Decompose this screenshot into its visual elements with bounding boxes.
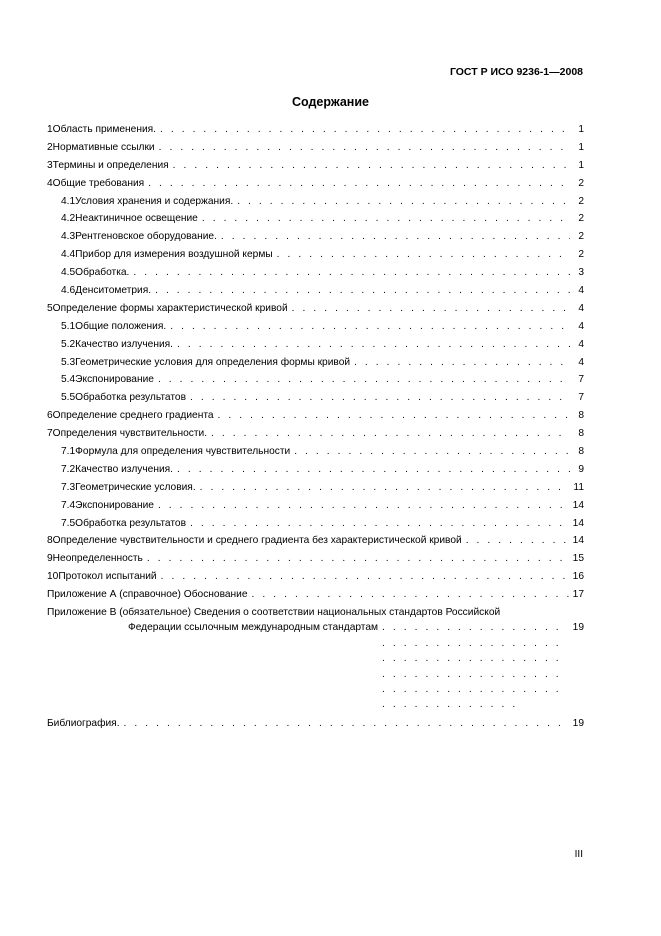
toc-entry[interactable]	[47, 210, 584, 228]
toc-entry[interactable]	[47, 532, 584, 550]
toc-entry-page: 7	[578, 374, 584, 386]
document-code: ГОСТ Р ИСО 9236-1—2008	[449, 66, 583, 78]
toc-entry-page: 3	[578, 267, 584, 279]
toc-entry-page: 9	[578, 463, 584, 475]
dot-leader	[158, 497, 569, 515]
toc-entry-page: 1	[578, 159, 584, 171]
dot-leader	[354, 354, 570, 372]
toc-entry-label: Качество излучения.	[75, 463, 173, 475]
toc-entry-label: Библиография.	[47, 717, 120, 729]
toc-entry-label: Определения чувствительности.	[52, 428, 208, 440]
toc-entry-number: 4.1	[61, 195, 76, 207]
toc-entry-page: 1	[578, 141, 584, 153]
toc-entry-label: Формула для определения чувствительности	[75, 446, 291, 458]
toc-entry[interactable]	[47, 300, 584, 318]
toc-entry-page: 16	[572, 571, 584, 583]
toc-entry-label: Неактиничное освещение	[75, 213, 198, 225]
toc-entry-label: Определение чувствительности и среднего градиента без характеристической кривой	[52, 535, 462, 547]
table-of-contents	[47, 121, 584, 733]
toc-entry-number: 9	[47, 553, 53, 565]
dot-leader	[148, 175, 570, 193]
dot-leader	[177, 336, 570, 354]
toc-entry-label: Общие положения.	[75, 320, 167, 332]
dot-leader	[202, 210, 570, 228]
toc-entry-label: Общие требования	[52, 177, 145, 189]
toc-entry-label: Рентгеновское оборудование.	[75, 231, 217, 243]
toc-entry-number: 10	[47, 571, 59, 583]
toc-entry-page: 14	[572, 517, 584, 529]
toc-entry-label: Нормативные ссылки	[52, 141, 155, 153]
toc-entry[interactable]	[47, 497, 584, 515]
toc-entry-page: 4	[578, 356, 584, 368]
toc-entry[interactable]	[47, 371, 584, 389]
toc-entry-page: 19	[572, 717, 584, 729]
dot-leader	[173, 157, 570, 175]
toc-entry-label: Геометрические условия.	[75, 481, 196, 493]
page-number: III	[574, 849, 583, 860]
toc-entry-number: 7.5	[61, 517, 76, 529]
toc-entry-annex-b[interactable]	[47, 604, 584, 713]
toc-entry-number: 5.5	[61, 392, 76, 404]
toc-entry[interactable]	[47, 175, 584, 193]
toc-entry-number: 7.4	[61, 499, 76, 511]
dot-leader	[133, 264, 570, 282]
toc-entry-label: Определение формы характеристической кривой	[52, 302, 288, 314]
toc-entry-page: 4	[578, 320, 584, 332]
toc-entry-page: 2	[578, 249, 584, 261]
toc-entry[interactable]	[47, 157, 584, 175]
dot-leader	[294, 443, 570, 461]
toc-entry-page: 7	[578, 392, 584, 404]
dot-leader	[252, 586, 569, 604]
toc-entry-page: 8	[578, 410, 584, 422]
toc-entry[interactable]	[47, 461, 584, 479]
toc-entry[interactable]	[47, 336, 584, 354]
toc-entry[interactable]	[47, 407, 584, 425]
toc-entry-label: Качество излучения.	[75, 338, 173, 350]
toc-entry-label: Обработка результатов	[75, 392, 186, 404]
dot-leader	[277, 246, 570, 264]
toc-entry-page: 2	[578, 213, 584, 225]
toc-entry-number: 4.4	[61, 249, 76, 261]
dot-leader	[190, 515, 569, 533]
toc-entry[interactable]	[47, 568, 584, 586]
toc-entry-label: Условия хранения и содержания.	[75, 195, 234, 207]
toc-entry-label: Обработка результатов	[75, 517, 186, 529]
toc-entry-number: 5.4	[61, 374, 76, 386]
toc-entry[interactable]	[47, 228, 584, 246]
toc-entry-label: Геометрические условия для определения формы кривой	[75, 356, 351, 368]
toc-entry-number: 7.2	[61, 463, 76, 475]
toc-entry[interactable]	[47, 479, 584, 497]
toc-entry-label: Протокол испытаний	[58, 571, 157, 583]
toc-entry[interactable]	[47, 318, 584, 336]
dot-leader	[218, 407, 570, 425]
toc-entry-number: 5	[47, 302, 53, 314]
toc-entry[interactable]	[47, 139, 584, 157]
page-title: Содержание	[291, 95, 369, 109]
toc-entry-label: Экспонирование	[75, 499, 154, 511]
toc-entry-page: 2	[578, 231, 584, 243]
toc-entry-number: 3	[47, 159, 53, 171]
toc-entry[interactable]	[47, 282, 584, 300]
toc-entry-page: 19	[572, 622, 584, 634]
toc-entry[interactable]	[47, 354, 584, 372]
dot-leader	[160, 121, 570, 139]
dot-leader	[237, 193, 570, 211]
dot-leader	[211, 425, 570, 443]
toc-entry-label: Прибор для измерения воздушной кермы	[75, 249, 273, 261]
toc-entry[interactable]	[47, 264, 584, 282]
dot-leader	[170, 318, 570, 336]
toc-entry[interactable]	[47, 121, 584, 139]
toc-entry-label: Приложение А (справочное) Обоснование	[47, 589, 248, 601]
toc-entry-number: 4	[47, 177, 53, 189]
dot-leader	[161, 568, 569, 586]
toc-entry-number: 7	[47, 428, 53, 440]
toc-entry-page: 14	[572, 535, 584, 547]
toc-entry-label: Термины и определения	[52, 159, 169, 171]
toc-entry-page: 4	[578, 302, 584, 314]
toc-entry-bibliography[interactable]	[47, 715, 584, 733]
toc-entry-label: Область применения.	[52, 124, 156, 135]
dot-leader	[147, 550, 569, 568]
dot-leader	[124, 715, 569, 733]
dot-leader	[466, 532, 569, 550]
toc-entry-page: 8	[578, 428, 584, 440]
dot-leader	[382, 620, 569, 712]
toc-entry-label: Приложение В (обязательное) Сведения о соответствии национальных стандартов Российской	[47, 607, 501, 619]
toc-entry-label: Определение среднего градиента	[52, 410, 214, 422]
toc-entry-number: 7.3	[61, 481, 76, 493]
toc-entry-number: 4.5	[61, 267, 76, 279]
dot-leader	[190, 389, 570, 407]
toc-entry[interactable]	[47, 586, 584, 604]
dot-leader	[155, 282, 570, 300]
toc-entry-label: Экспонирование	[75, 374, 154, 386]
dot-leader	[158, 371, 570, 389]
toc-entry-page: 4	[578, 338, 584, 350]
dot-leader	[292, 300, 570, 318]
dot-leader	[177, 461, 570, 479]
toc-entry[interactable]	[47, 389, 584, 407]
toc-entry[interactable]	[47, 193, 584, 211]
toc-entry-page: 8	[578, 446, 584, 458]
toc-entry[interactable]	[47, 246, 584, 264]
toc-entry-page: 1	[578, 124, 584, 135]
toc-entry-number: 7.1	[61, 446, 76, 458]
toc-entry-page: 11	[573, 481, 584, 493]
toc-entry-number: 5.1	[61, 320, 76, 332]
toc-entry-number: 1	[47, 124, 53, 135]
toc-entry[interactable]	[47, 515, 584, 533]
toc-entry-page: 2	[578, 195, 584, 207]
toc-entry-label-continued: Федерации ссылочным международным стандартам	[128, 622, 379, 634]
toc-entry-page: 15	[572, 553, 584, 565]
toc-entry-continuation	[47, 620, 584, 712]
toc-entry-label: Неопределенность	[52, 553, 143, 565]
toc-entry-number: 8	[47, 535, 53, 547]
toc-entry-number: 5.3	[61, 356, 76, 368]
toc-entry[interactable]	[47, 550, 584, 568]
dot-leader	[200, 479, 570, 497]
toc-entry-number: 4.6	[61, 285, 76, 297]
toc-entry-label: Денситометрия.	[75, 285, 152, 297]
toc-entry-number: 4.2	[61, 213, 76, 225]
toc-entry[interactable]	[47, 443, 584, 461]
toc-entry-page: 4	[578, 285, 584, 297]
toc-entry-number: 2	[47, 141, 53, 153]
toc-entry-page: 17	[572, 589, 584, 601]
toc-entry-page: 14	[572, 499, 584, 511]
toc-entry-number: 5.2	[61, 338, 76, 350]
dot-leader	[159, 139, 570, 157]
toc-entry-number: 4.3	[61, 231, 76, 243]
toc-entry-number: 6	[47, 410, 53, 422]
toc-entry-label: Обработка.	[75, 267, 130, 279]
toc-entry[interactable]	[47, 425, 584, 443]
dot-leader	[221, 228, 570, 246]
toc-entry-page: 2	[578, 177, 584, 189]
